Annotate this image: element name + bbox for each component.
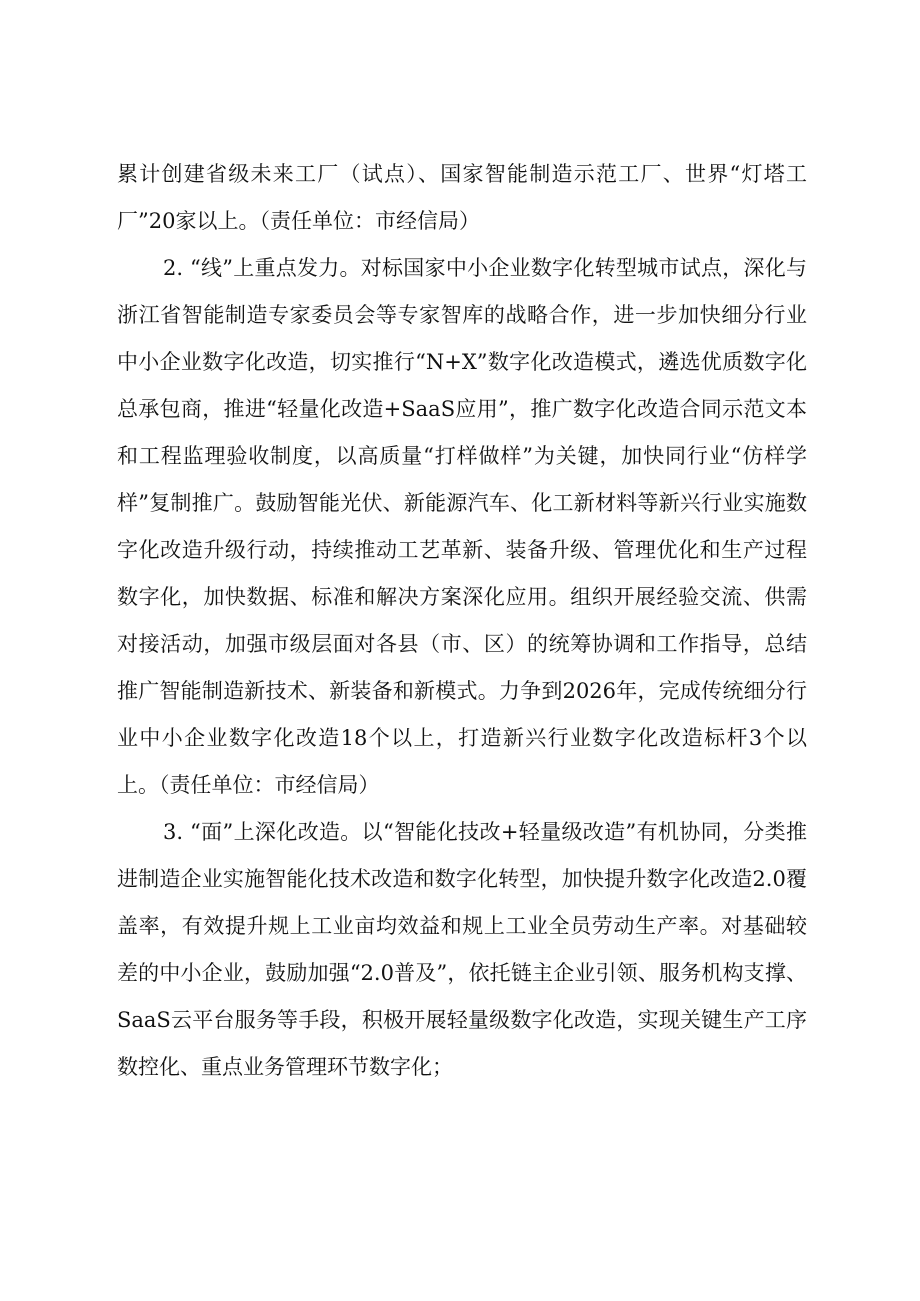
paragraph-continuation: 累计创建省级未来工厂（试点）、国家智能制造示范工厂、世界“灯塔工厂”20家以上。（责任单位：市经信局） — [117, 162, 807, 233]
document-page — [117, 151, 807, 1091]
paragraph-item-3: 3. “面”上深化改造。以“智能化技改+轻量级改造”有机协同，分类推进制造企业实施智能化技术改造和数字化转型，加快提升数字化改造2.0覆盖率，有效提升规上工业亩均效益和规上工业全员劳动生产率。对基础较差的中小企业，鼓励加强“2.0普及”，依托链主企业引领、服务机构支撑、SaaS云平台服务等手段，积极开展轻量级数字化改造，实现关键生产工序数控化、重点业务管理环节数字化； — [117, 820, 807, 1079]
paragraph-item-2: 2. “线”上重点发力。对标国家中小企业数字化转型城市试点，深化与浙江省智能制造专家委员会等专家智库的战略合作，进一步加快细分行业中小企业数字化改造，切实推行“N+X”数字化改造模式，遴选优质数字化总承包商，推进“轻量化改造+SaaS应用”，推广数字化改造合同示范文本和工程监理验收制度，以高质量“打样做样”为关键，加快同行业“仿样学样”复制推广。鼓励智能光伏、新能源汽车、化工新材料等新兴行业实施数字化改造升级行动，持续推动工艺革新、装备升级、管理优化和生产过程数字化，加快数据、标准和解决方案深化应用。组织开展经验交流、供需对接活动，加强市级层面对各县（市、区）的统筹协调和工作指导，总结推广智能制造新技术、新装备和新模式。力争到2026年，完成传统细分行业中小企业数字化改造18个以上，打造新兴行业数字化改造标杆3个以上。（责任单位：市经信局） — [117, 256, 807, 797]
